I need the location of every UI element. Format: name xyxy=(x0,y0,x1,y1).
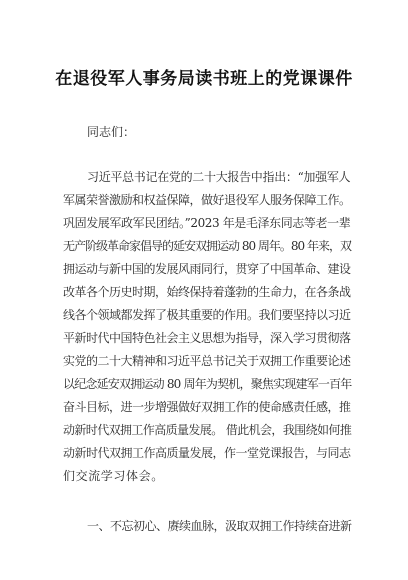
paragraph-line: 军属荣誉激励和权益保障，做好退役军人服务保障工作。 xyxy=(63,193,351,207)
paragraph-line: 奋斗目标，进一步增强做好双拥工作的使命感责任感，推 xyxy=(63,400,351,414)
document-title: 在退役军人事务局读书班上的党课课件 xyxy=(55,69,353,89)
paragraph-line: 平新时代中国特色社会主义思想为指导，深入学习贯彻落 xyxy=(63,331,351,345)
paragraph-line: 动新时代双拥工作高质量发展。 借此机会，我围绕如何推 xyxy=(63,423,352,437)
paragraph-line: 以纪念延安双拥运动 80 周年为契机，聚焦实现建军一百年 xyxy=(63,377,352,391)
paragraph-line: 无产阶级革命家倡导的延安双拥运动 80 周年。80 年来，双 xyxy=(63,239,351,253)
paragraph-line: 线各个领域都发挥了极其重要的作用。我们要坚持以习近 xyxy=(63,308,351,322)
section-heading: 一、不忘初心、赓续血脉，汲取双拥工作持续奋进新 xyxy=(87,519,352,533)
paragraph-line: 动新时代双拥工作高质量发展，作一堂党课报告，与同志 xyxy=(63,446,351,460)
paragraph-line: 习近平总书记在党的二十大报告中指出：“加强军人 xyxy=(87,170,351,184)
paragraph-line: 们交流学习体会。 xyxy=(63,469,164,483)
paragraph-line: 巩固发展军政军民团结。”2023 年是毛泽东同志等老一辈 xyxy=(63,216,351,230)
paragraph-line: 改革各个历史时期，始终保持着蓬勃的生命力，在各条战 xyxy=(63,285,351,299)
salutation: 同志们： xyxy=(87,125,136,139)
paragraph-line: 实党的二十大精神和习近平总书记关于双拥工作重要论述 xyxy=(63,354,351,368)
paragraph-line: 拥运动与新中国的发展风雨同行，贯穿了中国革命、建设 xyxy=(63,262,351,276)
